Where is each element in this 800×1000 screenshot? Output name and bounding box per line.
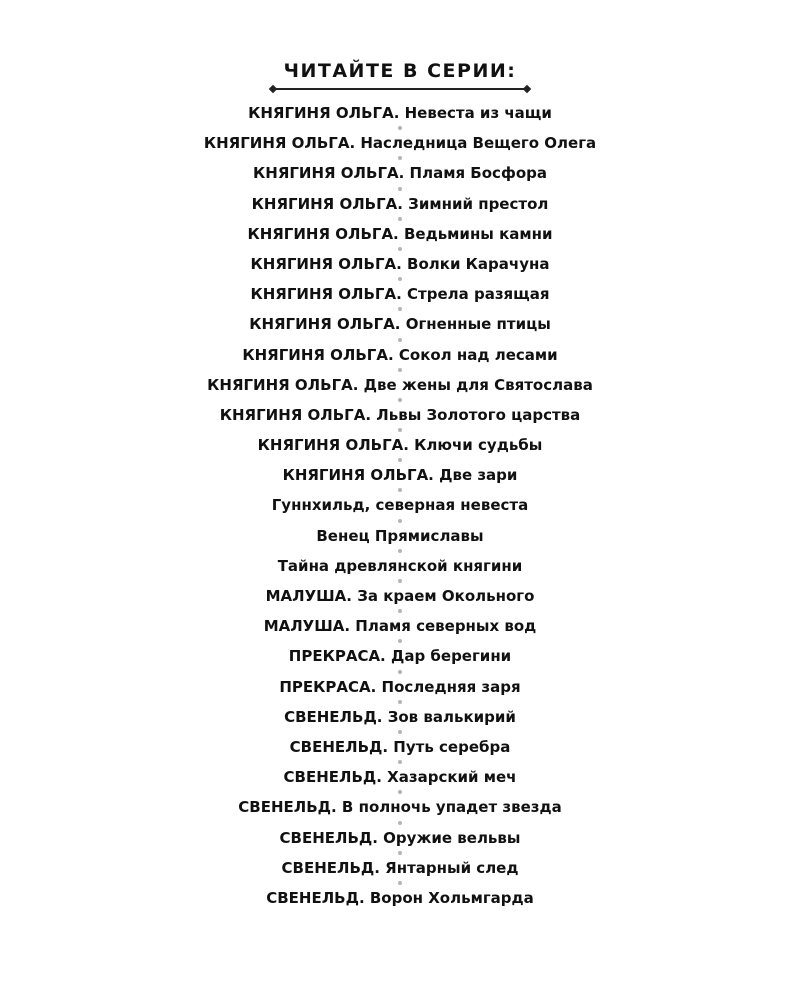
book-title: Венец Прямиславы [0, 521, 800, 551]
series-header [0, 60, 800, 93]
book-title: СВЕНЕЛЬД. Ворон Хольмгарда [266, 888, 534, 907]
book-list [0, 98, 800, 913]
book-title: СВЕНЕЛЬД. В полночь упадет звезда [0, 792, 800, 822]
book-title: МАЛУША. Пламя северных вод [0, 611, 800, 641]
book-title: КНЯГИНЯ ОЛЬГА. Ключи судьбы [0, 430, 800, 460]
book-title: КНЯГИНЯ ОЛЬГА. Огненные птицы [0, 309, 800, 339]
book-title: СВЕНЕЛЬД. Зов валькирий [0, 702, 800, 732]
title-underline-ornament [270, 85, 530, 93]
book-title: СВЕНЕЛЬД. Янтарный след [0, 853, 800, 883]
book-title: СВЕНЕЛЬД. Хазарский меч [0, 762, 800, 792]
book-title: СВЕНЕЛЬД. Путь серебра [0, 732, 800, 762]
book-title: Тайна древлянской княгини [0, 551, 800, 581]
book-title: СВЕНЕЛЬД. Оружие вельвы [0, 823, 800, 853]
book-title: ПРЕКРАСА. Дар берегини [0, 641, 800, 671]
book-title: КНЯГИНЯ ОЛЬГА. Львы Золотого царства [0, 400, 800, 430]
book-title: КНЯГИНЯ ОЛЬГА. Стрела разящая [0, 279, 800, 309]
diamond-right-icon [523, 85, 531, 93]
book-title: КНЯГИНЯ ОЛЬГА. Две зари [0, 460, 800, 490]
book-title: Гуннхильд, северная невеста [0, 490, 800, 520]
book-title: КНЯГИНЯ ОЛЬГА. Зимний престол [0, 189, 800, 219]
book-title: КНЯГИНЯ ОЛЬГА. Наследница Вещего Олега [0, 128, 800, 158]
series-title: ЧИТАЙТЕ В СЕРИИ: [283, 60, 517, 82]
underline-rule [274, 88, 526, 90]
book-title: ПРЕКРАСА. Последняя заря [0, 672, 800, 702]
book-title: КНЯГИНЯ ОЛЬГА. Ведьмины камни [0, 219, 800, 249]
book-title: КНЯГИНЯ ОЛЬГА. Пламя Босфора [0, 158, 800, 188]
book-title: МАЛУША. За краем Окольного [0, 581, 800, 611]
book-title: КНЯГИНЯ ОЛЬГА. Волки Карачуна [0, 249, 800, 279]
book-title: КНЯГИНЯ ОЛЬГА. Две жены для Святослава [0, 370, 800, 400]
book-title: КНЯГИНЯ ОЛЬГА. Сокол над лесами [0, 340, 800, 370]
book-title: КНЯГИНЯ ОЛЬГА. Невеста из чащи [0, 98, 800, 128]
